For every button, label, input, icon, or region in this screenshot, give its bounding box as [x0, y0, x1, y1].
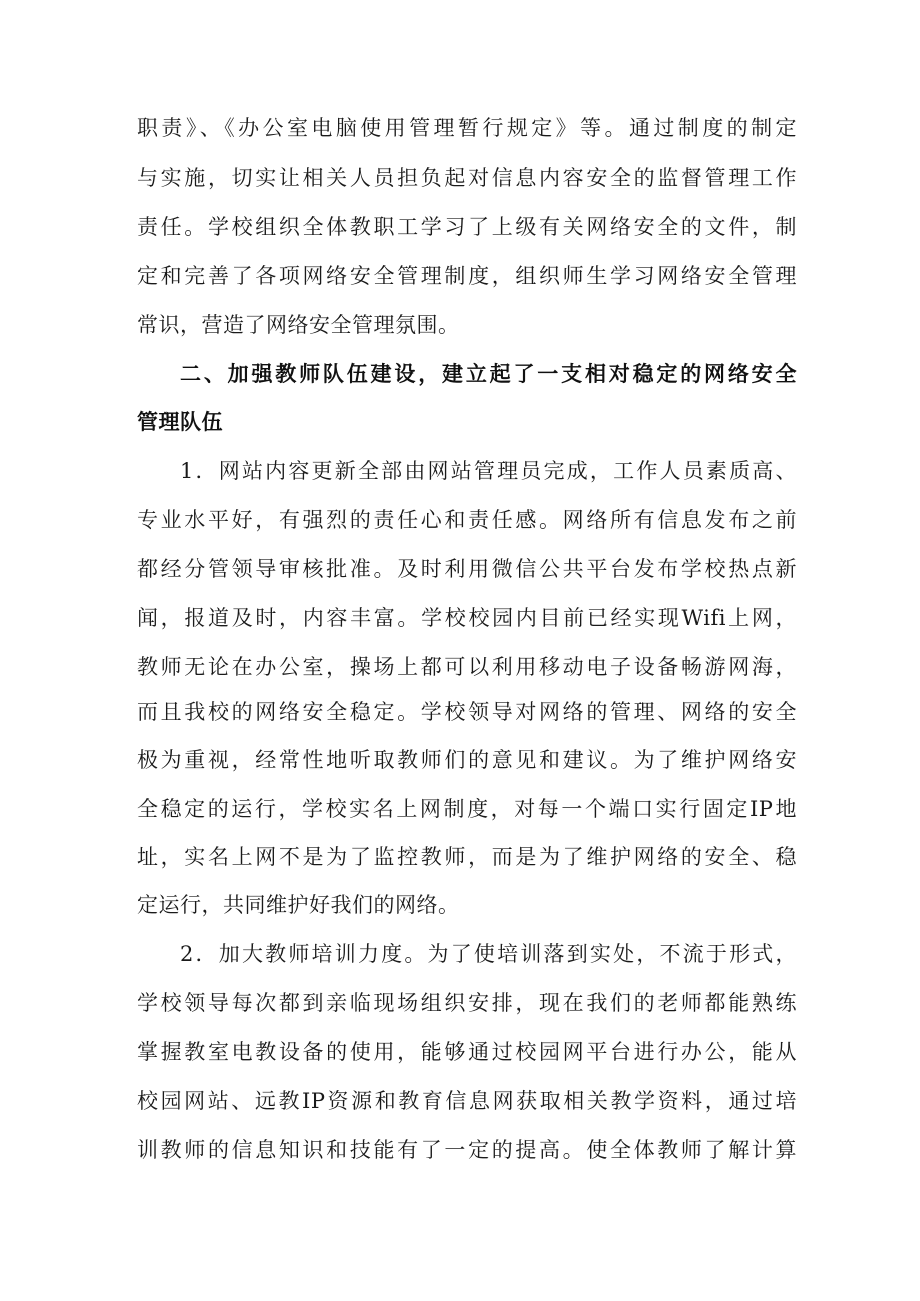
paragraph-3-line-3: 掌握教室电教设备的使用，能够通过校园网平台进行办公，能从 [137, 1040, 797, 1064]
paragraph-1-line-1: 职责》、《办公室电脑使用管理暂行规定》等。通过制度的制定 [137, 116, 797, 140]
paragraph-2-line-10: 定运行，共同维护好我们的网络。 [137, 893, 460, 917]
paragraph-2-line-9: 址，实名上网不是为了监控教师，而是为了维护网络的安全、稳 [137, 845, 797, 869]
paragraph-2-line-6: 而且我校的网络安全稳定。学校领导对网络的管理、网络的安全 [137, 700, 797, 724]
paragraph-2-line-5: 教师无论在办公室，操场上都可以利用移动电子设备畅游网海， [137, 655, 797, 679]
paragraph-1-line-3: 责任。学校组织全体教职工学习了上级有关网络安全的文件，制 [137, 215, 797, 239]
paragraph-2-line-4: 闻，报道及时，内容丰富。学校校园内目前已经实现Wifi上网， [137, 606, 797, 630]
section-heading-line-1: 二、加强教师队伍建设，建立起了一支相对稳定的网络安全 [180, 362, 797, 386]
paragraph-2-line-2: 专业水平好，有强烈的责任心和责任感。网络所有信息发布之前 [137, 508, 797, 532]
paragraph-2-line-1: 1．网站内容更新全部由网站管理员完成，工作人员素质高、 [180, 459, 797, 483]
paragraph-3-line-1: 2．加大教师培训力度。为了使培训落到实处，不流于形式， [180, 942, 797, 966]
section-heading-line-2: 管理队伍 [137, 410, 223, 434]
paragraph-1-line-2: 与实施，切实让相关人员担负起对信息内容安全的监督管理工作 [137, 166, 797, 190]
paragraph-3-line-2: 学校领导每次都到亲临现场组织安排，现在我们的老师都能熟练 [137, 991, 797, 1015]
paragraph-3-line-4: 校园网站、远教IP资源和教育信息网获取相关教学资料，通过培 [137, 1089, 797, 1113]
paragraph-1-line-5: 常识，营造了网络安全管理氛围。 [137, 313, 460, 337]
paragraph-2-line-3: 都经分管领导审核批准。及时利用微信公共平台发布学校热点新 [137, 557, 797, 581]
paragraph-2-line-8: 全稳定的运行，学校实名上网制度，对每一个端口实行固定IP地 [137, 797, 797, 821]
paragraph-2-line-7: 极为重视，经常性地听取教师们的意见和建议。为了维护网络安 [137, 748, 797, 772]
paragraph-3-line-5: 训教师的信息知识和技能有了一定的提高。使全体教师了解计算 [137, 1138, 797, 1162]
paragraph-1-line-4: 定和完善了各项网络安全管理制度，组织师生学习网络安全管理 [137, 264, 797, 288]
